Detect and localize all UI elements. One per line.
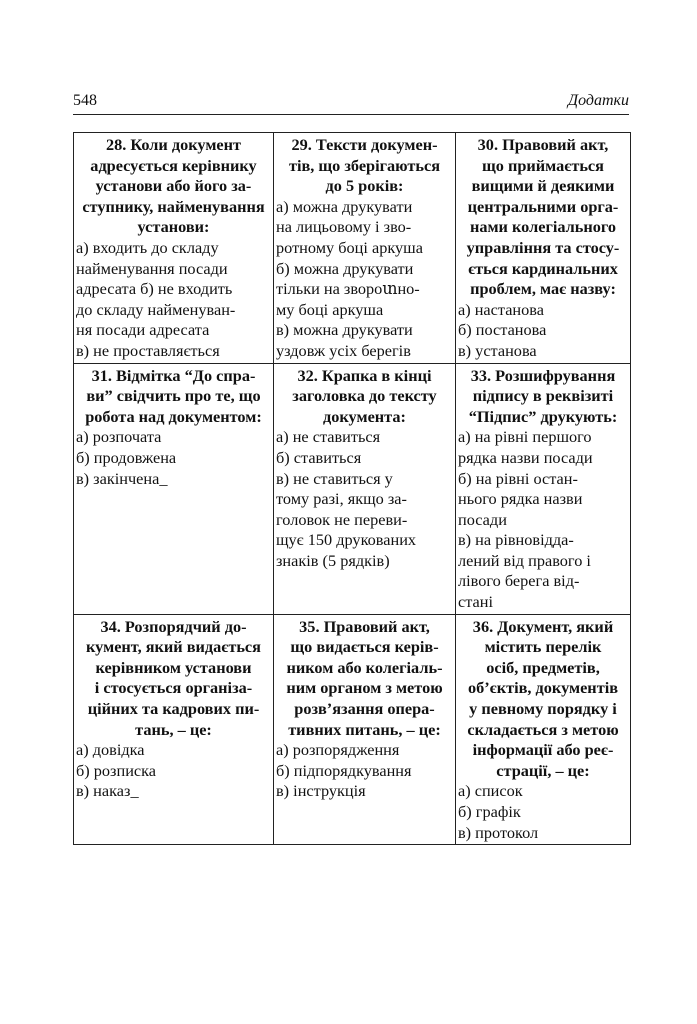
question-text-line: 35. Правовий акт, [299,616,430,636]
answer-option-line: щує 150 друкованих [276,530,417,550]
answer-option-line: а) входить до складу [76,237,219,257]
question-text-line: 28. Коли документ [105,135,242,154]
answer-option-line: а) список [458,781,523,801]
question-text-line: центральними орга- [467,196,619,216]
answer-option-line: б) постанова [458,320,547,340]
question-text-line: 33. Розшифрування [470,365,616,385]
answer-option-line: в) наказ_ [76,781,139,801]
question-text-line: установи або його за- [95,176,252,196]
question-text-line: адресується керівнику [90,155,257,175]
question-text-line: містить перелік [484,637,602,657]
answer-option-line: а) можна друкувати [276,196,413,216]
answer-option-line: в) на рівновідда- [458,530,574,550]
answer-option-line: а) настанова [458,299,544,319]
answer-option-line: лений від правого і [458,550,591,570]
table-row [74,363,631,614]
page-number: 548 [73,92,97,109]
question-cell [74,614,274,845]
answer-option-line: б) розписка [76,760,157,780]
question-text-line: робота над документом: [85,406,262,426]
answer-option-line: тому разі, якщо за- [276,489,407,509]
answer-option-line: рядка назви посади [458,447,593,467]
question-text-line: складається з метою [467,719,619,739]
question-text-line: заголовка до тексту [292,386,437,406]
question-text-line: 30. Правовий акт, [477,135,609,154]
answer-option-line: тільки на звороտно- [276,279,420,299]
question-text-line: 36. Документ, який [472,616,614,636]
answer-option-line: в) закінчена_ [76,468,168,488]
question-text-line: кумент, який видається [86,637,261,657]
question-text-line: ним органом з метою [286,678,443,698]
answer-option-line: в) інструкція [276,781,366,801]
question-text-line: і стосується організа- [94,678,253,698]
answer-option-line: а) не ставиться [276,427,381,447]
answer-option-line: ня посади адресата [76,320,210,340]
section-title: Додатки [567,92,629,109]
header-divider [73,114,629,115]
question-text-line: ційних та кадрових пи- [87,699,260,719]
question-text-line: тів, що зберігаються [288,155,441,175]
answer-option-line: знаків (5 рядків) [276,550,390,570]
answer-option-line: ротному боці аркуша [276,237,423,257]
question-cell [456,363,631,614]
question-text-line: інформації або реє- [472,740,614,760]
answer-option-line: головок не переви- [276,509,408,529]
answer-option-line: в) не проставляється [76,340,220,360]
answer-option-line: а) довідка [76,740,145,760]
question-text-line: установи: [137,217,210,237]
question-text-line: що видається керів- [290,637,439,657]
question-text-line: розв’язання опера- [294,699,435,719]
question-text-line: проблем, має назву: [470,279,616,299]
answer-option-line: лівого берега від- [458,571,580,591]
answer-option-line: в) не ставиться у [276,468,393,488]
quiz-table [73,132,631,845]
question-cell [274,614,456,845]
answer-option-line: б) можна друкувати [276,258,414,278]
question-cell [74,133,274,364]
answer-option-line: посади [458,509,507,529]
question-text-line: ється кардинальних [468,258,618,278]
question-cell [274,133,456,364]
answer-option-line: б) продовжена [76,447,177,467]
question-text-line: ви” свідчить про те, що [86,386,261,406]
question-cell [456,133,631,364]
answer-option-line: до складу найменуван- [76,299,236,319]
question-text-line: вищими й деякими [471,176,615,196]
answer-option-line: б) ставиться [276,447,362,467]
table-row [74,133,631,364]
question-text-line: об’єктів, документів [467,678,619,698]
question-cell [274,363,456,614]
answer-option-line: на лицьовому і зво- [276,217,412,237]
answer-option-line: а) на рівні першого [458,427,592,447]
table-row [74,614,631,845]
question-text-line: керівником установи [95,657,252,677]
answer-option-line: му боці аркуша [276,299,384,319]
question-text-line: управління та стосу- [466,237,620,257]
question-text-line: “Підпис” друкують: [468,406,618,426]
answer-option-line: найменування посади [76,258,228,278]
question-text-line: осіб, предметів, [486,657,600,677]
answer-option-line: стані [458,592,494,612]
question-text-line: нами колегіального [469,217,617,237]
answer-option-line: а) розпочата [76,427,162,447]
question-text-line: що приймається [482,155,604,175]
answer-option-line: адресата б) не входить [76,279,233,299]
question-text-line: тивних питань, – це: [288,719,441,739]
answer-option-line: а) розпорядження [276,740,400,760]
question-text-line: 31. Відмітка “До спра- [91,365,256,385]
question-text-line: ступнику, найменування [82,196,265,216]
question-text-line: 34. Розпорядчий до- [100,616,247,636]
question-text-line: тань, – це: [135,719,212,739]
question-text-line: ником або колегіаль- [286,657,443,677]
question-text-line: документа: [323,406,406,426]
question-text-line: у певному порядку і [469,699,617,719]
question-text-line: страції, – це: [496,760,590,780]
question-text-line: підпису в реквізиті [472,386,614,406]
question-text-line: 32. Крапка в кінці [297,365,432,385]
page-header [73,92,629,112]
question-text-line: 29. Тексти докумен- [291,135,438,154]
answer-option-line: б) підпорядкування [276,760,412,780]
answer-option-line: в) можна друкувати [276,320,413,340]
answer-option-line: в) установа [458,340,537,360]
answer-option-line: уздовж усіх берегів [276,340,411,360]
answer-option-line: нього рядка назви [458,489,583,509]
answer-option-line: б) на рівні остан- [458,468,578,488]
answer-option-line: в) протокол [458,822,539,842]
question-text-line: до 5 років: [325,176,404,196]
question-cell [456,614,631,845]
question-cell [74,363,274,614]
answer-option-line: б) графік [458,802,521,821]
